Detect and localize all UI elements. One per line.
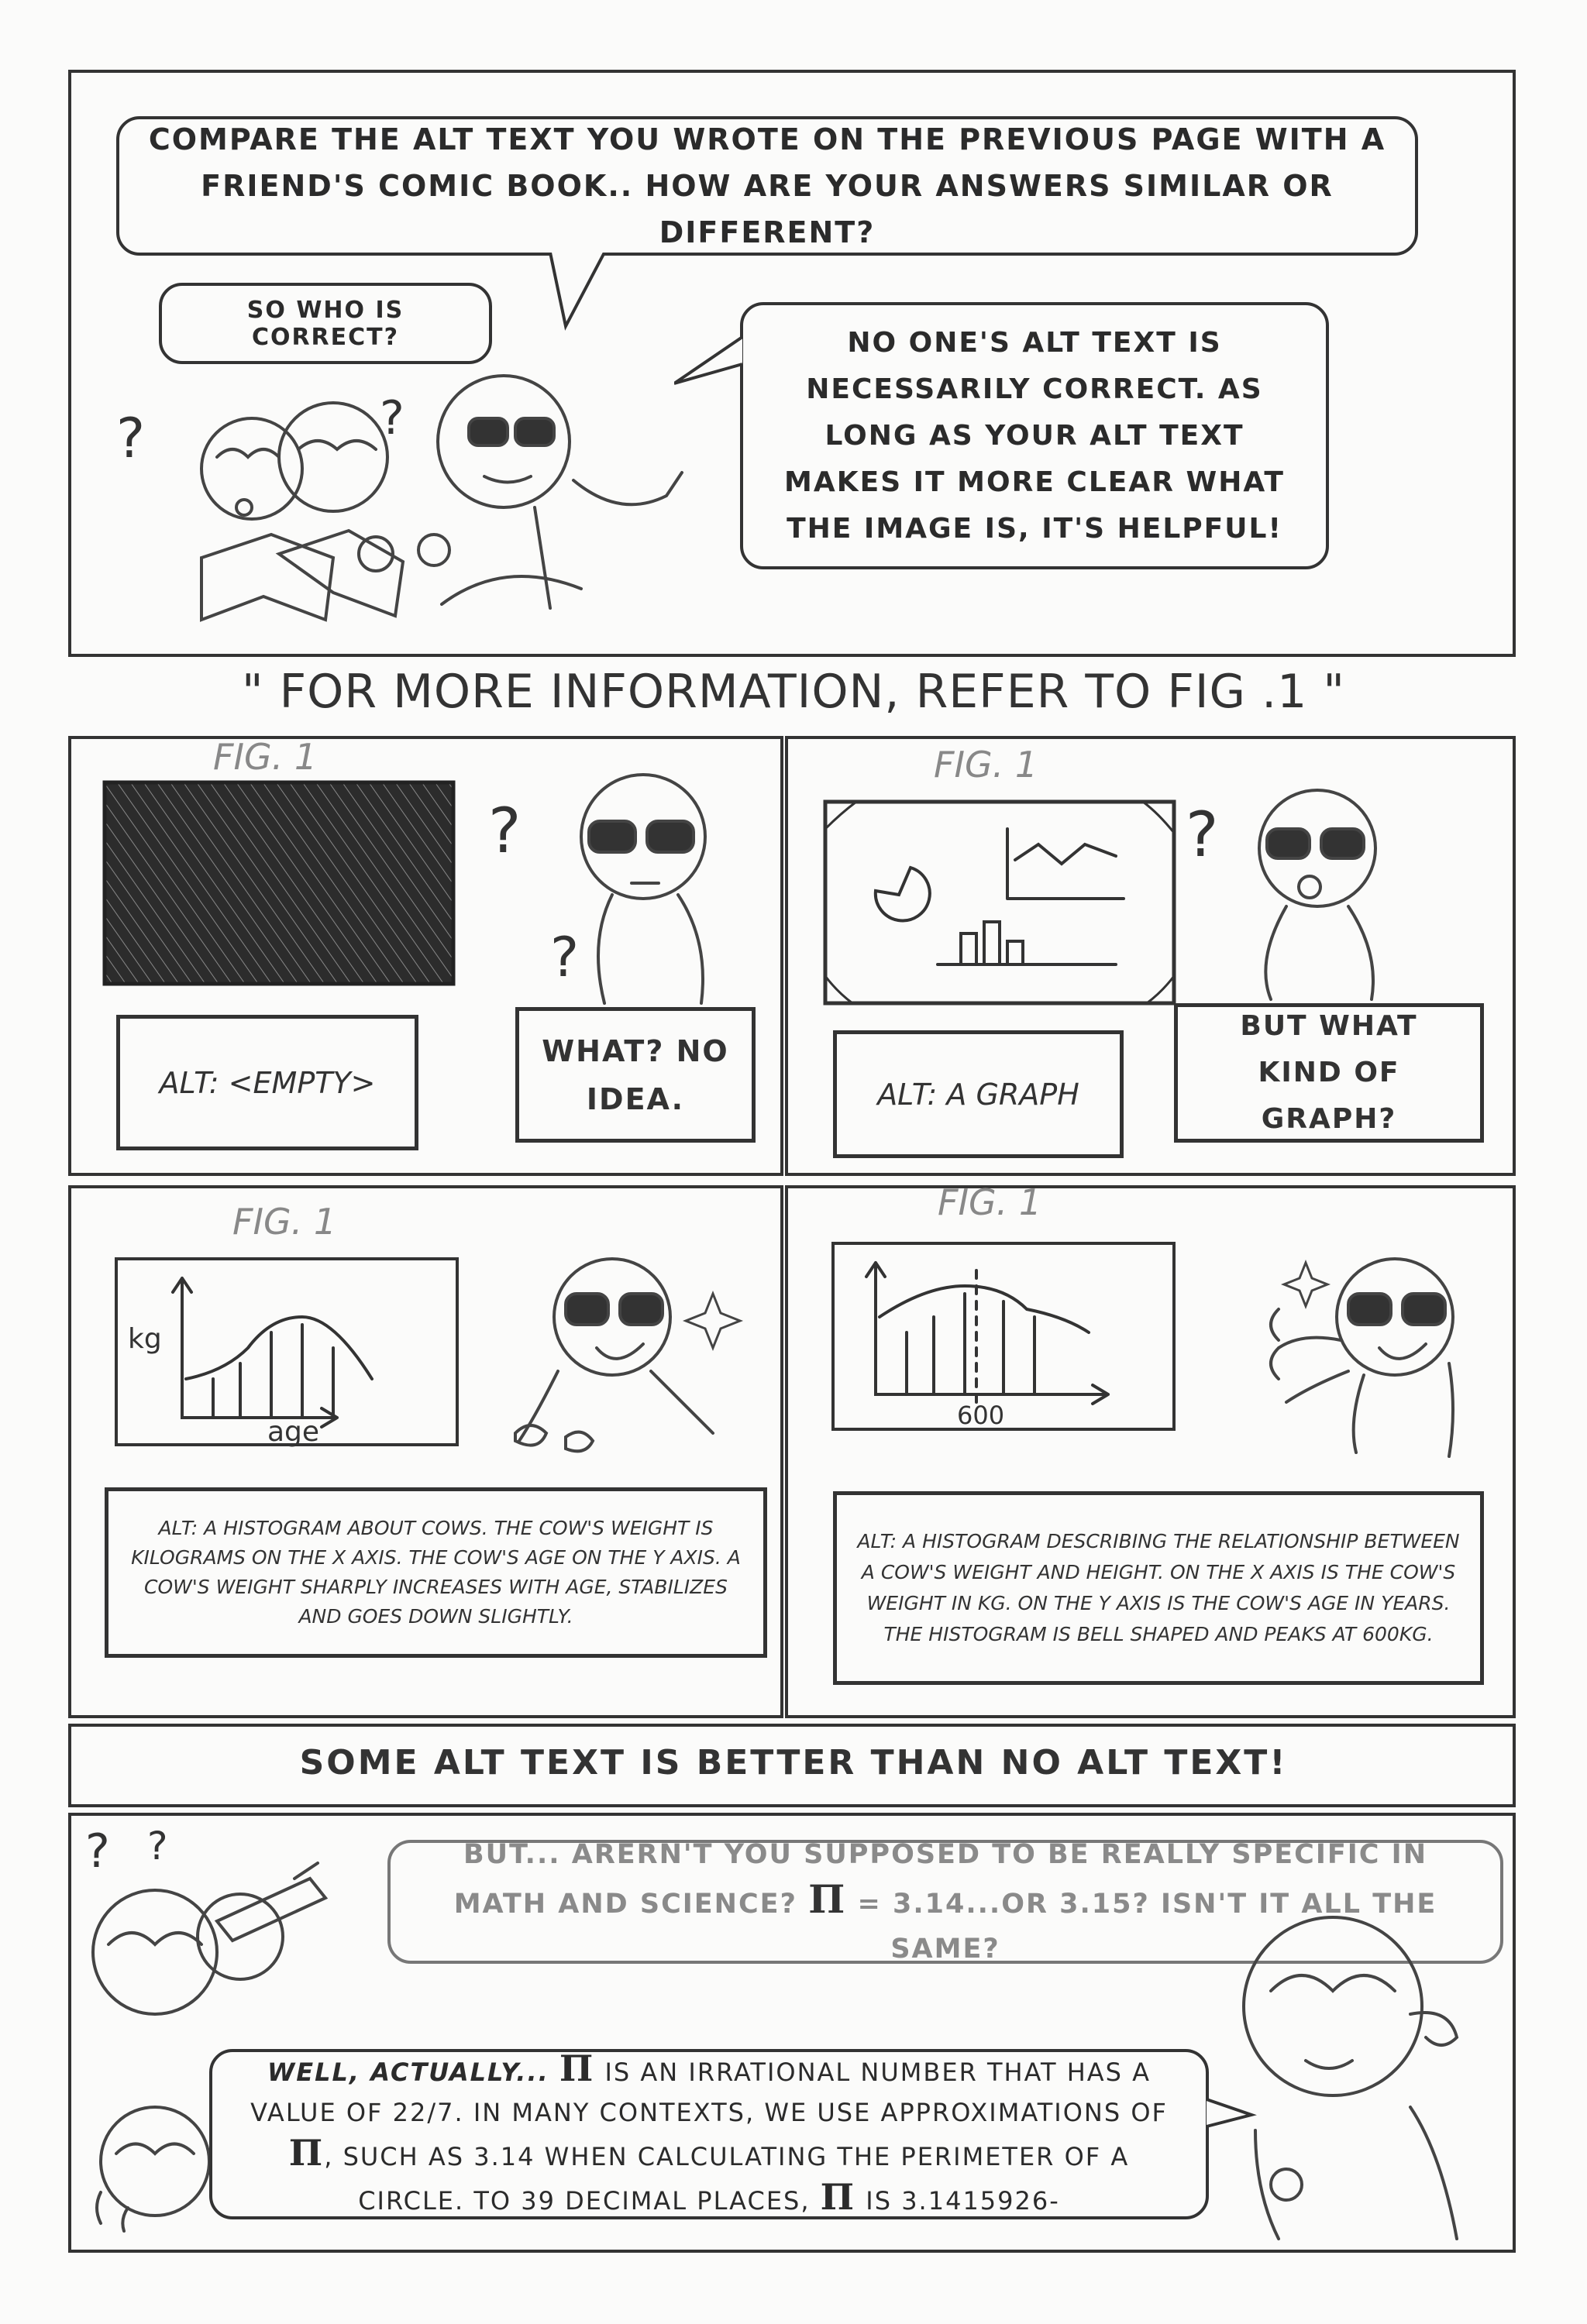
panel-5-alt-box — [833, 1491, 1484, 1685]
panel-2-fig-label: FIG. 1 — [213, 736, 318, 778]
svg-text:?: ? — [1186, 799, 1219, 871]
panel-2-reaction-box — [515, 1007, 756, 1143]
question-bubble — [159, 283, 492, 364]
panel-3-alt-text: ALT: A GRAPH — [877, 1077, 1079, 1112]
svg-text:?: ? — [147, 1824, 168, 1868]
panel-4-alt-text: ALT: A HISTOGRAM ABOUT COWS. THE COW'S WEIGHT IS KILOGRAMS ON THE X AXIS. THE COW'S AGE ON THE Y AXIS. A COW'S WEIGHT SHARPLY INCREASES WITH AGE, STABILIZES AND GOES DOWN SLIGHTLY. — [131, 1517, 741, 1628]
refer-heading: " FOR MORE INFORMATION, REFER TO FIG .1 " — [241, 665, 1346, 719]
answer-text: NO ONE'S ALT TEXT IS NECESSARILY CORRECT. AS LONG AS YOUR ALT TEXT MAKES IT MORE CLEAR WHAT THE IMAGE IS, IT'S HELPFUL! — [784, 326, 1285, 545]
svg-text:?: ? — [85, 1824, 110, 1879]
panel-3-character-sketch — [1170, 771, 1434, 1003]
pi-symbol-2: Π — [559, 2047, 595, 2089]
panel-5-fig-label: FIG. 1 — [938, 1181, 1042, 1223]
panel-4-axis-y: kg — [128, 1323, 162, 1355]
panel-4-fig-label: FIG. 1 — [232, 1201, 337, 1243]
panel-6-answer-part2: , SUCH AS 3.14 WHEN CALCULATING THE PERIMETER OF A CIRCLE. TO 39 DECIMAL PLACES, — [324, 2141, 1130, 2216]
panel-3-graph-image — [821, 798, 1178, 1007]
panel-5-histogram-sketch — [829, 1239, 1178, 1433]
panel-2-alt-box — [116, 1015, 418, 1150]
svg-text:?: ? — [550, 926, 580, 989]
panel-2-reaction-text: WHAT? NO IDEA. — [542, 1033, 729, 1116]
prompt-bubble-tail — [535, 253, 628, 338]
panel-5-alt-text: ALT: A HISTOGRAM DESCRIBING THE RELATIONSHIP BETWEEN A COW'S WEIGHT AND HEIGHT. ON THE X AXIS IS THE COW'S WEIGHT IN KG. ON THE Y AXIS IS THE COW'S AGE IN YEARS. THE HISTOGRAM IS BELL SHAPED AND PEAKS AT 600KG. — [857, 1530, 1460, 1645]
panel-5-axis-x-tick: 600 — [957, 1401, 1005, 1430]
some-alt-text-heading: SOME ALT TEXT IS BETTER THAN NO ALT TEXT! — [299, 1743, 1288, 1783]
svg-text:?: ? — [116, 407, 146, 470]
panel-6-question-part1: BUT... ARERN'T YOU SUPPOSED TO BE REALLY SPECIFIC IN MATH AND SCIENCE? — [453, 1839, 1427, 1920]
panel-6-answer-bubble-tail — [1205, 2092, 1259, 2138]
panel-1-characters-sketch — [101, 372, 690, 627]
panel-2-alt-text: ALT: <EMPTY> — [159, 1065, 376, 1100]
panel-3-fig-label: FIG. 1 — [934, 744, 1038, 786]
svg-text:?: ? — [380, 391, 404, 445]
panel-6-question-part2: = 3.14...OR 3.15? ISN'T IT ALL THE SAME? — [857, 1889, 1437, 1965]
panel-3-alt-box — [833, 1030, 1124, 1158]
pi-symbol-1: Π — [808, 1876, 847, 1922]
panel-4-axis-x: age — [267, 1416, 320, 1448]
panel-6-answer-part3: IS 3.1415926- — [866, 2185, 1060, 2216]
panel-4-character-sketch — [496, 1239, 752, 1472]
answer-bubble — [740, 302, 1329, 569]
panel-6-answer-lead: WELL, ACTUALLY... — [267, 2057, 549, 2087]
panel-3-reaction-box — [1174, 1003, 1484, 1143]
svg-text:?: ? — [488, 795, 522, 867]
panel-6-right-character-sketch — [1232, 1906, 1488, 2247]
panel-2-character-sketch — [465, 767, 759, 1007]
panel-2-blacked-out-image — [101, 779, 457, 988]
panel-5-character-sketch — [1232, 1232, 1488, 1464]
panel-6-answer-bubble — [209, 2049, 1209, 2219]
pi-symbol-4: Π — [820, 2175, 856, 2218]
panel-4-histogram-sketch — [112, 1255, 461, 1449]
question-text: SO WHO IS CORRECT? — [246, 296, 404, 351]
pi-symbol-3: Π — [288, 2131, 325, 2174]
panel-3-reaction-text: BUT WHAT KIND OF GRAPH? — [1240, 1010, 1418, 1135]
prompt-text: COMPARE THE ALT TEXT YOU WROTE ON THE PREVIOUS PAGE WITH A FRIEND'S COMIC BOOK.. HOW ARE YOUR ANSWERS SIMILAR OR DIFFERENT? — [148, 122, 1386, 249]
prompt-bubble — [116, 116, 1418, 256]
panel-6-answer-part1: IS AN IRRATIONAL NUMBER THAT HAS A VALUE OF 22/7. IN MANY CONTEXTS, WE USE APPROXIMATIONS OF — [250, 2057, 1168, 2127]
panel-4-alt-box — [105, 1487, 767, 1658]
